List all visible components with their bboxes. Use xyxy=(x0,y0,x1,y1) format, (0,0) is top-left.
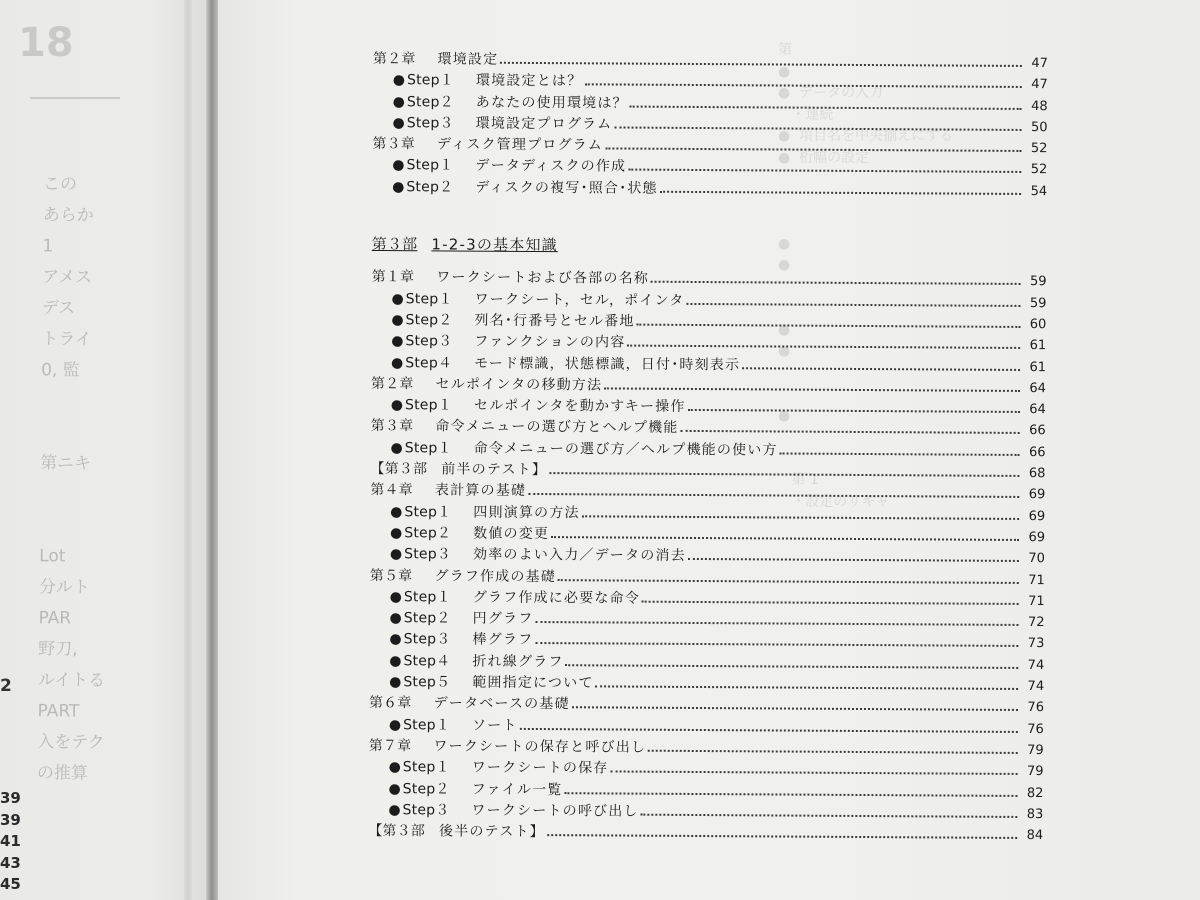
toc-label: Step２ xyxy=(402,780,450,797)
toc-label: Step４ xyxy=(405,354,453,372)
dot-leader xyxy=(604,387,1020,392)
bleed-line: 第ニキ xyxy=(40,453,92,474)
toc-title: データベースの基礎 xyxy=(433,695,570,713)
toc-page-number: 69 xyxy=(1028,508,1046,524)
bleed-line: アメス xyxy=(42,267,93,288)
bullet-icon: ● xyxy=(388,716,402,733)
toc-title: 円グラフ xyxy=(472,610,534,628)
toc-page-number: 59 xyxy=(1029,274,1047,290)
toc-test-row xyxy=(368,821,1043,846)
bullet-icon: ● xyxy=(390,439,403,456)
bullet-icon: ● xyxy=(389,610,402,627)
toc-title: 命令メニューの選び方／ヘルプ機能の使い方 xyxy=(473,440,778,459)
toc-label: Step２ xyxy=(406,178,454,196)
toc-title: グラフ作成に必要な命令 xyxy=(472,589,641,607)
toc-chapter-row xyxy=(372,134,1047,159)
dot-leader xyxy=(572,707,1018,712)
bullet-icon: ● xyxy=(391,290,404,307)
dot-leader xyxy=(596,685,1019,690)
toc-title: ファンクションの内容 xyxy=(474,333,626,351)
left-page-marker: 18 xyxy=(18,20,74,66)
toc-page-number: 79 xyxy=(1027,742,1044,759)
left-page-number: 43 xyxy=(0,853,21,872)
toc-title: 表計算の基礎 xyxy=(434,482,527,500)
dot-leader xyxy=(688,409,1020,413)
dot-leader xyxy=(680,430,1019,434)
bleed-line: 分ルト xyxy=(38,577,90,598)
toc-page-number: 61 xyxy=(1029,338,1047,354)
toc-page-number: 76 xyxy=(1027,700,1045,716)
toc-chapter-row xyxy=(373,49,1048,74)
toc-title: データディスクの作成 xyxy=(475,158,627,176)
dot-leader xyxy=(520,728,1018,733)
bleed-line: PAR xyxy=(38,608,72,629)
toc-title: 数値の変更 xyxy=(473,525,550,543)
toc-title: ワークシートの呼び出し xyxy=(471,802,639,820)
dot-leader xyxy=(582,515,1019,520)
bullet-icon: ● xyxy=(392,178,405,195)
bullet-icon: ● xyxy=(392,93,405,110)
toc-title: ソート xyxy=(471,717,518,734)
toc-title: 効率のよい入力／データの消去 xyxy=(472,546,686,565)
toc-chapter-row xyxy=(371,416,1046,441)
table-of-contents xyxy=(368,49,1048,846)
left-page-digit: 2 xyxy=(0,676,12,696)
toc-title: 列名･行番号とセル番地 xyxy=(474,312,635,330)
toc-label: 第１章 xyxy=(371,269,415,286)
toc-title: ファイル一覧 xyxy=(471,781,563,798)
toc-label: Step３ xyxy=(402,801,450,819)
toc-label: 第５章 xyxy=(369,567,413,584)
toc-title: 棒グラフ xyxy=(472,632,534,649)
toc-page-number: 64 xyxy=(1029,402,1046,418)
bullet-icon: ● xyxy=(392,72,406,89)
toc-page-number: 66 xyxy=(1028,444,1046,460)
toc-page-number: 59 xyxy=(1029,295,1047,311)
bullet-icon: ● xyxy=(389,588,402,606)
dot-leader xyxy=(688,558,1019,562)
toc-page-number: 52 xyxy=(1030,162,1048,178)
bleed-line xyxy=(39,510,189,543)
toc-page-number: 84 xyxy=(1026,828,1044,844)
toc-page-number: 69 xyxy=(1028,487,1046,503)
toc-page-number: 68 xyxy=(1028,466,1046,482)
toc-title: ワークシートおよび各部の名称 xyxy=(436,269,650,288)
toc-page-number: 74 xyxy=(1027,657,1045,673)
bullet-icon: ● xyxy=(390,397,404,414)
left-page-rule xyxy=(30,97,120,99)
toc-label: Step１ xyxy=(402,759,450,776)
bleed-line: Lot xyxy=(39,546,66,567)
toc-page-number: 74 xyxy=(1027,679,1045,695)
left-page-number: 39 xyxy=(0,810,21,829)
toc-label: Step４ xyxy=(403,652,451,670)
dot-leader xyxy=(780,452,1020,455)
left-page-number: 39 xyxy=(0,789,21,807)
toc-label: 第４章 xyxy=(370,482,413,499)
bullet-icon: ● xyxy=(392,157,405,174)
toc-label: Step２ xyxy=(404,525,452,542)
toc-step-row xyxy=(372,177,1047,202)
toc-page-number: 76 xyxy=(1027,721,1044,737)
toc-label: Step１ xyxy=(403,716,451,734)
dot-leader xyxy=(549,472,1019,477)
bullet-icon: ● xyxy=(389,674,402,691)
toc-page-number: 71 xyxy=(1028,593,1045,609)
bleed-line xyxy=(40,417,190,450)
dot-leader xyxy=(648,750,1018,754)
toc-chapter-row xyxy=(370,480,1045,505)
toc-label: 第３部 xyxy=(371,235,418,254)
toc-chapter-row xyxy=(369,736,1044,761)
dot-leader xyxy=(627,345,1020,349)
toc-label: Step１ xyxy=(406,72,454,89)
toc-label: Step１ xyxy=(403,589,451,606)
dot-leader xyxy=(551,536,1019,541)
left-page xyxy=(0,0,212,900)
bullet-icon: ● xyxy=(389,546,403,563)
page-gap xyxy=(184,0,192,900)
toc-page-number: 50 xyxy=(1030,119,1048,136)
bullet-icon: ● xyxy=(389,631,402,648)
toc-title: 折れ線グラフ xyxy=(472,653,564,670)
bullet-icon: ● xyxy=(391,354,404,371)
toc-chapter-row xyxy=(371,374,1046,399)
toc-page-number: 52 xyxy=(1030,141,1048,157)
toc-title: モード標識，状態標識，日付･時刻表示 xyxy=(474,355,741,373)
toc-label: Step１ xyxy=(404,397,452,414)
bleed-line: 0, 監 xyxy=(41,360,80,381)
toc-title: セルポインタの移動方法 xyxy=(435,376,603,394)
toc-label: Step３ xyxy=(403,631,451,648)
toc-title: ワークシートの保存と呼び出し xyxy=(433,738,647,756)
dot-leader xyxy=(547,834,1017,839)
dot-leader xyxy=(660,191,1021,195)
toc-title: 前半のテスト】 xyxy=(441,461,548,479)
toc-page-number: 83 xyxy=(1026,806,1044,822)
toc-page-number: 48 xyxy=(1031,98,1048,114)
toc-page-number: 70 xyxy=(1028,551,1045,567)
dot-leader xyxy=(651,281,1021,285)
toc-title: グラフ作成の基礎 xyxy=(434,567,557,585)
toc-title: 後半のテスト】 xyxy=(438,823,545,841)
toc-page-number: 69 xyxy=(1028,529,1046,546)
toc-title: ワークシート，セル，ポインタ xyxy=(474,291,685,309)
dot-leader xyxy=(605,148,1021,153)
bleed-line: 入をテク xyxy=(37,732,105,753)
bleed-line: 1 xyxy=(42,236,54,257)
toc-title: 環境設定 xyxy=(437,51,499,68)
toc-label: Step３ xyxy=(405,333,453,350)
toc-title: 環境設定プログラム xyxy=(475,115,613,133)
bullet-icon: ● xyxy=(390,503,403,520)
toc-chapter-row xyxy=(370,566,1045,591)
toc-page-number: 71 xyxy=(1028,572,1045,588)
dot-leader xyxy=(564,792,1017,797)
toc-label: 【第３部 xyxy=(370,461,428,478)
dot-leader xyxy=(614,126,1021,130)
bleed-line: あらか xyxy=(42,205,94,226)
dot-leader xyxy=(686,303,1020,307)
bullet-icon: ● xyxy=(389,525,403,542)
toc-title: ディスク管理プログラム xyxy=(436,136,604,154)
bullet-icon: ● xyxy=(388,759,401,776)
dot-leader xyxy=(566,664,1019,669)
dot-leader xyxy=(535,621,1018,626)
dot-leader xyxy=(500,62,1022,67)
toc-label: 第２章 xyxy=(370,375,414,393)
bleed-line: この xyxy=(42,174,78,195)
bleed-line: トライ xyxy=(41,329,93,350)
dot-leader xyxy=(558,579,1019,584)
bullet-icon: ● xyxy=(388,780,401,797)
toc-page-number: 60 xyxy=(1029,316,1047,333)
toc-label: 第３章 xyxy=(372,136,416,153)
left-page-numbers xyxy=(0,788,30,896)
toc-title: セルポインタを動かすキー操作 xyxy=(473,397,686,416)
toc-page-number: 72 xyxy=(1027,615,1045,631)
toc-label: Step２ xyxy=(403,610,451,627)
dot-leader xyxy=(528,493,1019,498)
bleed-line: PART xyxy=(37,701,80,722)
left-page-number: 41 xyxy=(0,832,21,850)
toc-title: あなたの使用環境は？ xyxy=(475,94,628,112)
toc-page-number: 82 xyxy=(1026,785,1044,801)
bullet-icon: ● xyxy=(389,652,402,669)
dot-leader xyxy=(642,600,1019,604)
bullet-icon: ● xyxy=(388,801,401,818)
toc-title: 範囲指定について xyxy=(472,674,594,692)
bullet-icon: ● xyxy=(392,115,405,132)
toc-label: 第７章 xyxy=(368,737,412,755)
bleed-line: 野刀, xyxy=(38,639,78,660)
toc-label: 【第３部 xyxy=(368,823,426,840)
toc-page-number: 73 xyxy=(1027,636,1045,652)
toc-title: 四則演算の方法 xyxy=(473,504,580,521)
toc-label: Step３ xyxy=(406,115,454,132)
toc-page-number: 47 xyxy=(1031,56,1048,72)
dot-leader xyxy=(630,105,1022,109)
toc-label: Step５ xyxy=(403,674,451,691)
left-page-number: 45 xyxy=(0,875,21,893)
toc-page-number: 66 xyxy=(1029,423,1046,439)
bleed-line xyxy=(40,479,190,512)
show-through-text: 第 ● ● データの入力 ・連続 ● 項目名を中央揃えにする ● 桁幅の設定 ● ● ● ● ● 第 1 ・設定のリキャ xyxy=(778,42,954,510)
toc-label: Step２ xyxy=(406,93,454,111)
dot-leader xyxy=(611,771,1018,775)
toc-label: Step１ xyxy=(404,503,452,521)
toc-label: Step１ xyxy=(404,439,452,457)
toc-label: Step３ xyxy=(404,546,452,563)
toc-page-number: 79 xyxy=(1027,764,1044,780)
left-page-bleed-text xyxy=(37,169,193,791)
toc-chapter-row xyxy=(369,693,1044,718)
toc-label: 第２章 xyxy=(372,50,416,68)
toc-part-row xyxy=(372,234,1047,259)
toc-label: Step１ xyxy=(405,290,453,308)
toc-title: 環境設定とは？ xyxy=(475,72,583,90)
bullet-icon: ● xyxy=(391,312,404,329)
toc-label: Step１ xyxy=(406,157,454,174)
toc-page-number: 64 xyxy=(1029,380,1046,396)
toc-page-number: 61 xyxy=(1029,359,1047,375)
bleed-line: デス xyxy=(41,298,76,319)
bullet-icon: ● xyxy=(391,333,404,350)
dot-leader xyxy=(637,324,1021,328)
bleed-line: ルイトる xyxy=(37,670,106,691)
bleed-line: の推算 xyxy=(36,763,89,784)
dot-leader xyxy=(628,169,1021,173)
bleed-line xyxy=(41,386,191,419)
dot-leader xyxy=(535,642,1018,647)
toc-page-number: 47 xyxy=(1031,77,1048,93)
dot-leader xyxy=(584,84,1021,89)
toc-label: 第３章 xyxy=(370,418,414,435)
dot-leader xyxy=(742,367,1020,371)
toc-page-number: 54 xyxy=(1030,183,1048,199)
toc-label: Step２ xyxy=(405,312,453,329)
toc-title: 1-2-3の基本知識 xyxy=(431,235,558,255)
toc-title: ワークシートの保存 xyxy=(471,759,609,777)
toc-title: 命令メニューの選び方とヘルプ機能 xyxy=(435,418,679,437)
toc-chapter-row xyxy=(372,267,1047,292)
dot-leader xyxy=(641,813,1018,817)
toc-title: ディスクの複写･照合･状態 xyxy=(475,179,658,197)
toc-label: 第６章 xyxy=(368,695,412,712)
